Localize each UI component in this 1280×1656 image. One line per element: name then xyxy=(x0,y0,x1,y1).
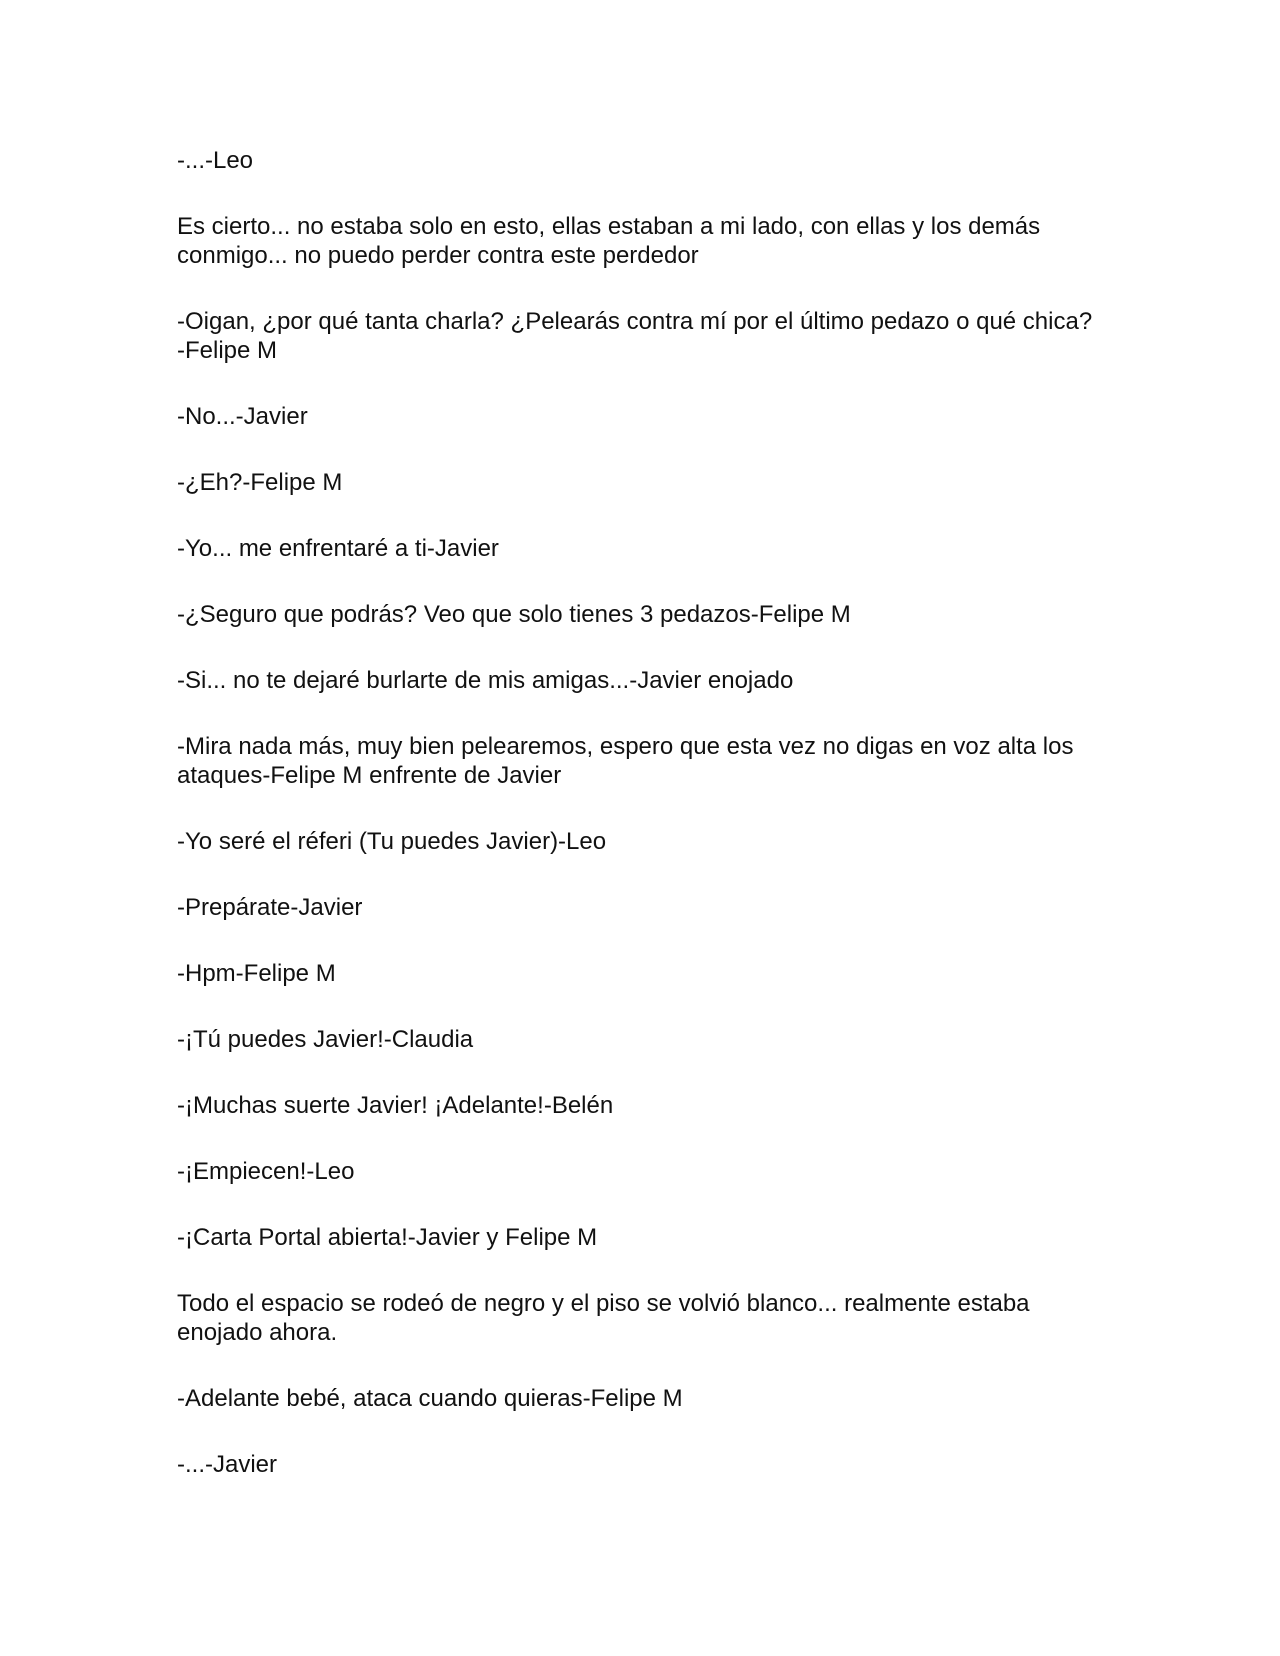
paragraph: -¡Tú puedes Javier!-Claudia xyxy=(177,1026,474,1053)
paragraph: -¿Seguro que podrás? Veo que solo tienes 3 pedazos-Felipe M xyxy=(177,601,851,628)
paragraph: Todo el espacio se rodeó de negro y el piso se volvió blanco... realmente estaba enojado ahora. xyxy=(177,1290,1030,1346)
paragraph: -Si... no te dejaré burlarte de mis amigas...-Javier enojado xyxy=(177,667,794,694)
document-body xyxy=(177,146,1097,1516)
paragraph: -Prepárate-Javier xyxy=(177,894,363,921)
paragraph: -¡Empiecen!-Leo xyxy=(177,1158,355,1185)
paragraph: -...-Leo xyxy=(177,147,254,174)
paragraph: Es cierto... no estaba solo en esto, ellas estaban a mi lado, con ellas y los demás conmigo... no puedo perder contra este perdedor xyxy=(177,213,1041,269)
paragraph: -No...-Javier xyxy=(177,403,308,430)
paragraph: -¿Eh?-Felipe M xyxy=(177,469,343,496)
paragraph: -Yo seré el réferi (Tu puedes Javier)-Leo xyxy=(177,828,607,855)
paragraph: -¡Carta Portal abierta!-Javier y Felipe M xyxy=(177,1224,598,1251)
paragraph: -Adelante bebé, ataca cuando quieras-Felipe M xyxy=(177,1385,683,1412)
paragraph: -Yo... me enfrentaré a ti-Javier xyxy=(177,535,499,562)
paragraph: -Oigan, ¿por qué tanta charla? ¿Pelearás contra mí por el último pedazo o qué chica?-Felipe M xyxy=(177,308,1093,364)
paragraph: -...-Javier xyxy=(177,1451,278,1478)
paragraph: -Hpm-Felipe M xyxy=(177,960,336,987)
paragraph: -¡Muchas suerte Javier! ¡Adelante!-Belén xyxy=(177,1092,614,1119)
paragraph: -Mira nada más, muy bien pelearemos, espero que esta vez no digas en voz alta los ataques-Felipe M enfrente de Javier xyxy=(177,733,1074,789)
